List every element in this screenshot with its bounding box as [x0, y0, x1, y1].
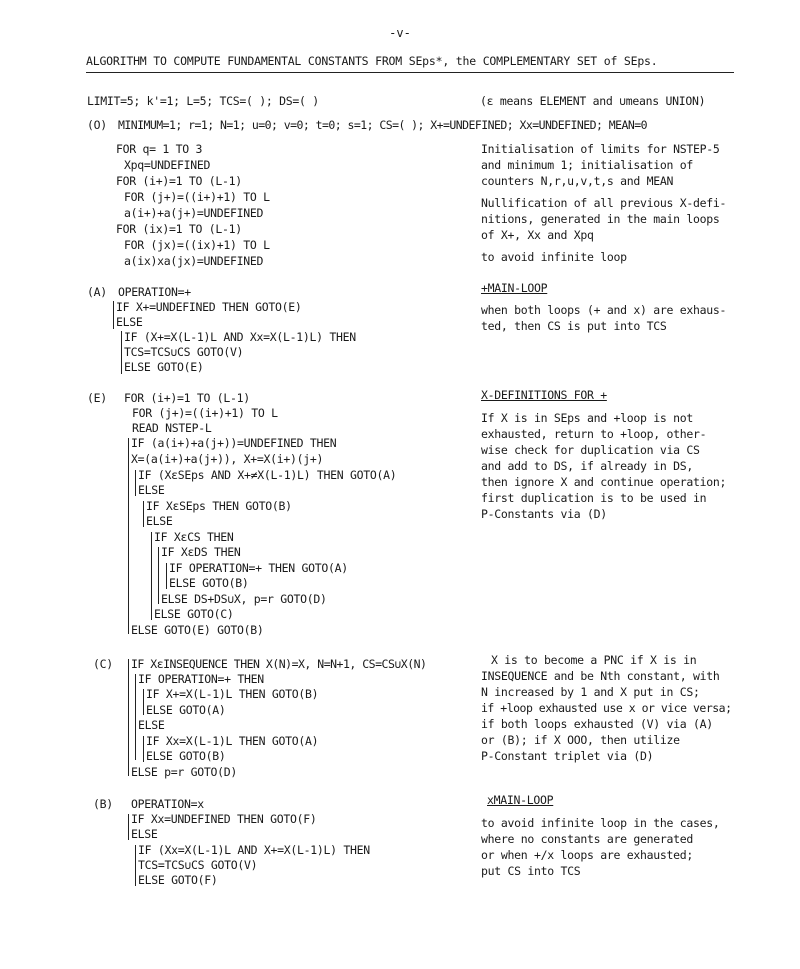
code-line: a(i+)+a(j+)=UNDEFINED	[124, 206, 264, 220]
code-line: ELSE GOTO(E) GOTO(B)	[131, 623, 264, 637]
code-line: IF XεDS THEN	[161, 545, 241, 559]
note-line: N increased by 1 and X put in CS;	[481, 685, 700, 699]
note-line: where no constants are generated	[481, 832, 693, 846]
code-line: FOR (ix)=1 TO (L-1)	[116, 222, 242, 236]
note-line: and add to DS, if already in DS,	[481, 459, 693, 473]
code-line: ELSE GOTO(B)	[169, 576, 249, 590]
section-label-a: (A)	[87, 285, 107, 299]
note-line: X is to become a PNC if X is in	[491, 653, 697, 667]
document-title: ALGORITHM TO COMPUTE FUNDAMENTAL CONSTANTS FROM SEps*, the COMPLEMENTARY SET of SEps.	[86, 54, 658, 68]
code-line: IF (Xx=X(L-1)L AND X+=X(L-1)L) THEN	[138, 843, 370, 857]
code-line: ELSE GOTO(A)	[146, 703, 226, 717]
page-number: -v-	[389, 26, 411, 40]
code-line: ELSE	[131, 827, 158, 841]
code-line: FOR (jx)=((ix)+1) TO L	[124, 238, 270, 252]
code-line: IF OPERATION=+ THEN GOTO(A)	[169, 561, 348, 575]
note-line: Initialisation of limits for NSTEP-5	[481, 142, 720, 156]
code-line: X=(a(i+)+a(j+)), X+=X(i+)(j+)	[131, 452, 324, 466]
note-line: to avoid infinite loop in the cases,	[481, 816, 720, 830]
code-line: IF XεINSEQUENCE THEN X(N)=X, N=N+1, CS=CS∪X(N)	[131, 657, 427, 671]
limit-line: LIMIT=5; k'=1; L=5; TCS=( ); DS=( )	[87, 94, 319, 108]
note-line: or (B); if X OOO, then utilize	[481, 733, 680, 747]
bracket	[158, 547, 159, 604]
code-line: ELSE GOTO(B)	[146, 749, 226, 763]
code-line: ELSE p=r GOTO(D)	[131, 765, 237, 779]
code-line: ELSE GOTO(F)	[138, 873, 218, 887]
code-line: IF X+=UNDEFINED THEN GOTO(E)	[116, 300, 302, 314]
note-line: of X+, Xx and Xpq	[481, 228, 594, 242]
code-line: READ NSTEP-L	[132, 421, 212, 435]
bracket	[128, 438, 129, 634]
bracket	[143, 501, 144, 527]
section-heading: X-DEFINITIONS FOR +	[481, 388, 607, 402]
code-line: IF (X+=X(L-1)L AND Xx=X(L-1)L) THEN	[124, 330, 356, 344]
code-line: TCS=TCS∪CS GOTO(V)	[124, 345, 244, 359]
note-line: and minimum 1; initialisation of	[481, 158, 693, 172]
code-line: FOR (i+)=1 TO (L-1)	[124, 391, 250, 405]
note-line: first duplication is to be used in	[481, 491, 707, 505]
code-line: OPERATION=+	[118, 285, 191, 299]
bracket	[113, 301, 114, 329]
init-line: MINIMUM=1; r=1; N=1; u=0; v=0; t=0; s=1; CS=( ); X+=UNDEFINED; Xx=UNDEFINED; MEAN=0	[118, 118, 648, 132]
legend-note: (ε means ELEMENT and ∪means UNION)	[480, 94, 706, 108]
code-line: FOR q= 1 TO 3	[116, 142, 203, 156]
code-line: Xpq=UNDEFINED	[124, 158, 211, 172]
code-line: IF (XεSEps AND X+≠X(L-1)L) THEN GOTO(A)	[138, 468, 397, 482]
bracket	[135, 470, 136, 496]
note-line: wise check for duplication via CS	[481, 443, 700, 457]
title-underline	[86, 72, 734, 73]
bracket	[166, 563, 167, 589]
note-line: or when +/x loops are exhausted;	[481, 848, 693, 862]
note-line: counters N,r,u,v,t,s and MEAN	[481, 174, 674, 188]
code-line: ELSE	[138, 718, 165, 732]
bracket	[135, 845, 136, 886]
note-line: exhausted, return to +loop, other-	[481, 427, 707, 441]
note-line: nitions, generated in the main loops	[481, 212, 720, 226]
note-line: P-Constants via (D)	[481, 507, 607, 521]
code-line: IF X+=X(L-1)L THEN GOTO(B)	[146, 687, 319, 701]
bracket	[151, 532, 152, 620]
note-line: ted, then CS is put into TCS	[481, 319, 667, 333]
note-line: when both loops (+ and x) are exhaus-	[481, 303, 727, 317]
bracket	[121, 331, 122, 374]
note-line: P-Constant triplet via (D)	[481, 749, 654, 763]
section-heading: xMAIN-LOOP	[487, 793, 554, 807]
section-label-o: (O)	[87, 118, 107, 132]
bracket	[135, 674, 136, 760]
code-line: IF Xx=X(L-1)L THEN GOTO(A)	[146, 734, 319, 748]
section-label-c: (C)	[93, 657, 113, 671]
code-line: ELSE GOTO(C)	[154, 607, 234, 621]
code-line: FOR (j+)=((i+)+1) TO L	[124, 190, 270, 204]
note-line: Nullification of all previous X-defi-	[481, 196, 727, 210]
code-line: IF XεSEps THEN GOTO(B)	[146, 499, 292, 513]
code-line: ELSE	[116, 315, 143, 329]
code-line: ELSE	[138, 483, 165, 497]
code-line: IF (a(i+)+a(j+))=UNDEFINED THEN	[131, 436, 337, 450]
note-line: to avoid infinite loop	[481, 250, 627, 264]
code-line: IF XεCS THEN	[154, 530, 234, 544]
code-line: ELSE	[146, 514, 173, 528]
section-label-e: (E)	[87, 391, 107, 405]
note-line: then ignore X and continue operation;	[481, 475, 727, 489]
bracket	[128, 659, 129, 776]
code-line: TCS=TCS∪CS GOTO(V)	[138, 858, 258, 872]
bracket	[143, 689, 144, 715]
code-line: FOR (i+)=1 TO (L-1)	[116, 174, 242, 188]
section-label-b: (B)	[93, 797, 113, 811]
bracket	[143, 736, 144, 762]
code-line: FOR (j+)=((i+)+1) TO L	[132, 406, 278, 420]
code-line: OPERATION=x	[131, 797, 204, 811]
code-line: ELSE GOTO(E)	[124, 360, 204, 374]
section-heading: +MAIN-LOOP	[481, 281, 548, 295]
code-line: ELSE DS+DS∪X, p=r GOTO(D)	[161, 592, 327, 606]
code-line: IF OPERATION=+ THEN	[138, 672, 264, 686]
code-line: a(ix)xa(jx)=UNDEFINED	[124, 254, 264, 268]
bracket	[128, 814, 129, 840]
code-line: IF Xx=UNDEFINED THEN GOTO(F)	[131, 812, 317, 826]
note-line: if +loop exhausted use x or vice versa;	[481, 701, 732, 715]
note-line: INSEQUENCE and be Nth constant, with	[481, 669, 720, 683]
note-line: If X is in SEps and +loop is not	[481, 411, 693, 425]
note-line: put CS into TCS	[481, 864, 581, 878]
note-line: if both loops exhausted (V) via (A)	[481, 717, 713, 731]
